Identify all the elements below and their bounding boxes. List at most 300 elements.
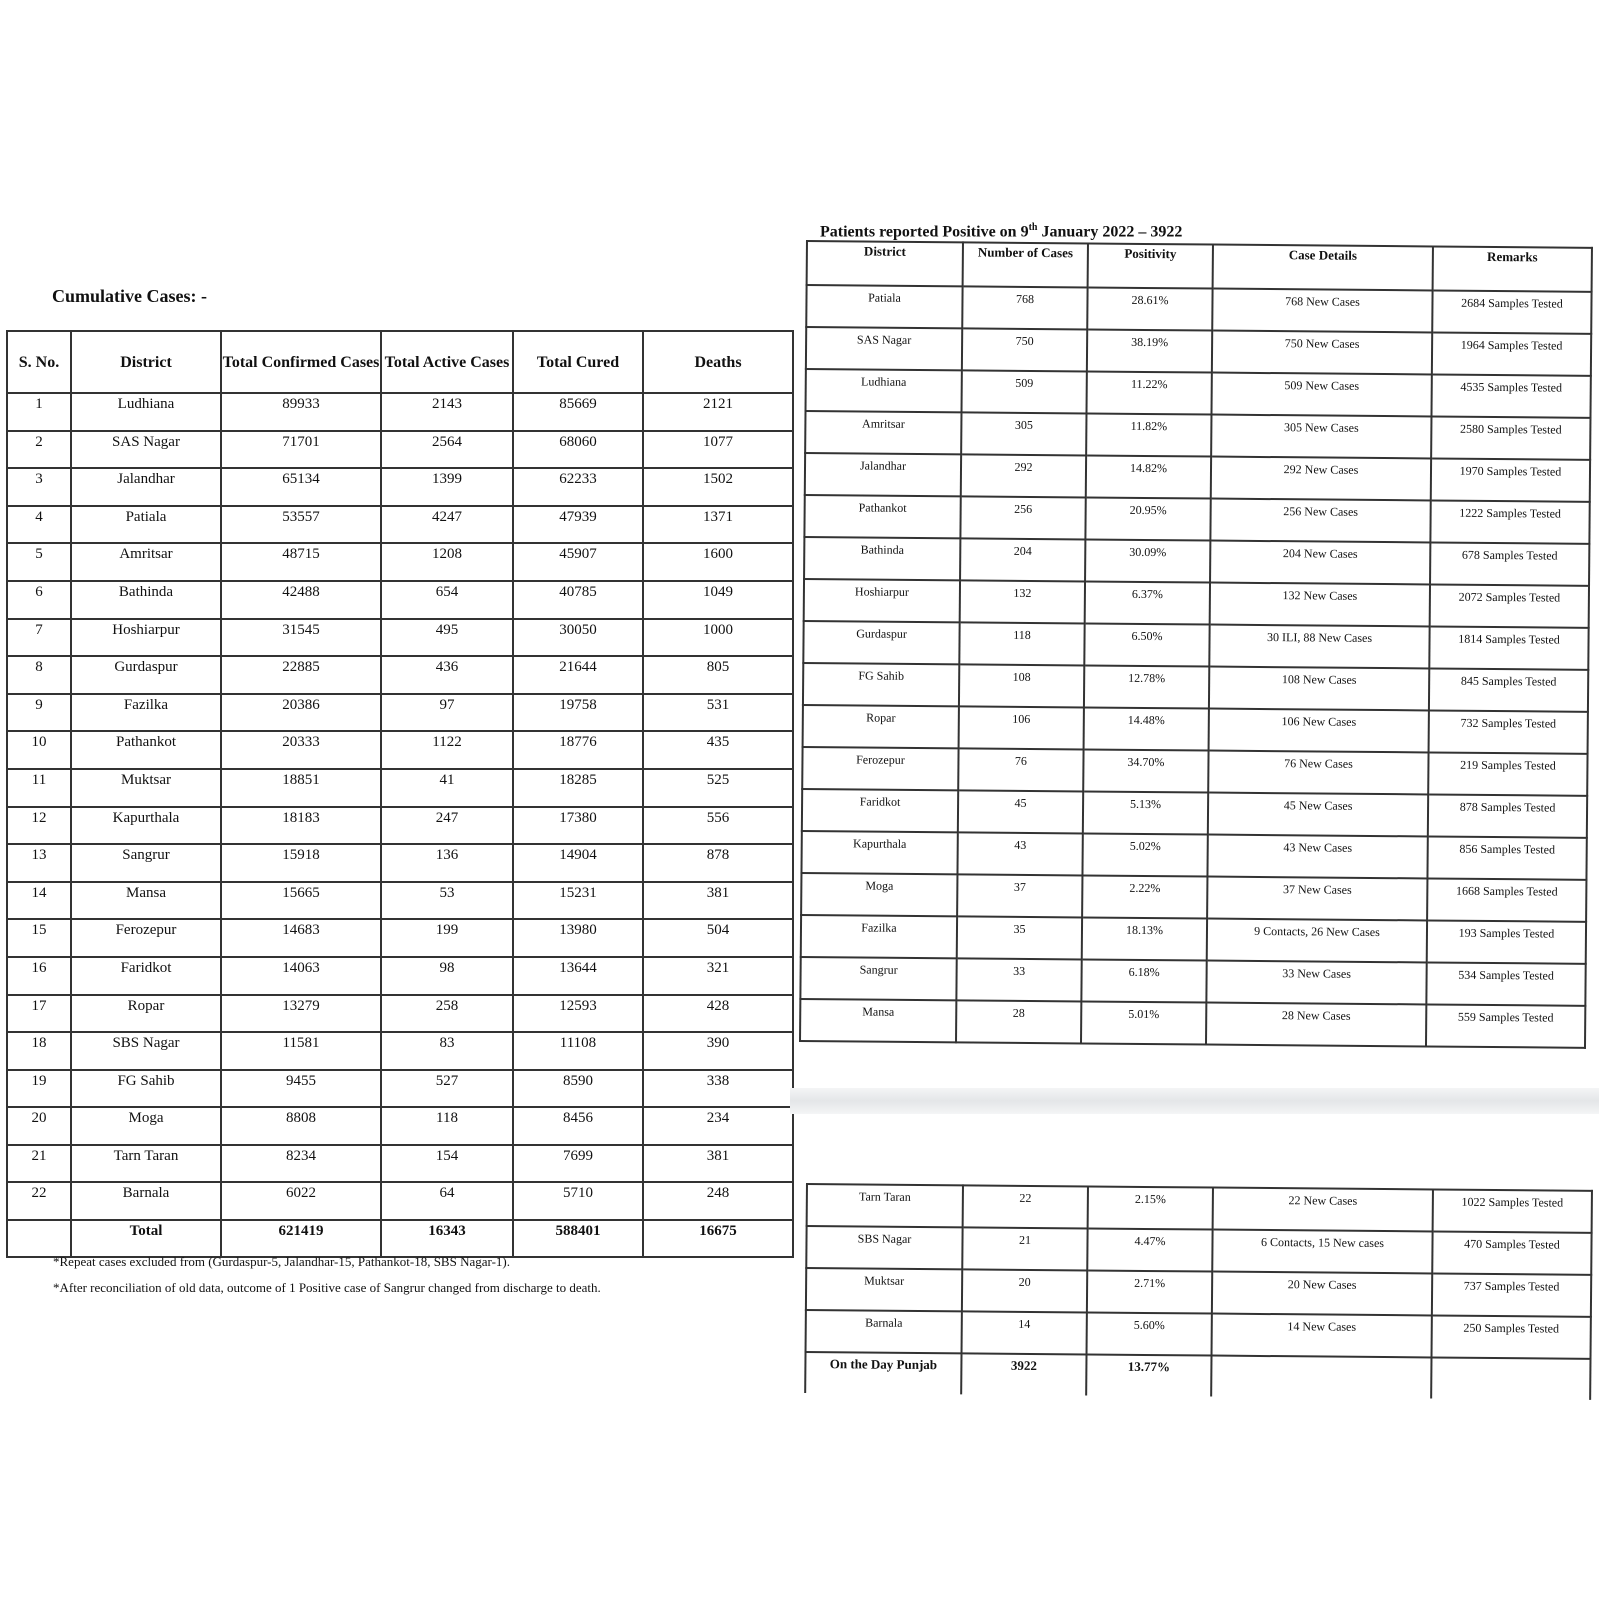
- table-cell: 53557: [221, 506, 381, 544]
- column-header: District: [807, 241, 963, 286]
- table-cell: 17: [7, 995, 71, 1033]
- table-cell: 1000: [643, 619, 793, 657]
- page-separator: [790, 1088, 1599, 1114]
- table-cell: 53: [381, 882, 513, 920]
- table-cell: 321: [643, 957, 793, 995]
- table-cell: 14 New Cases: [1212, 1314, 1432, 1358]
- table-row: [7, 393, 793, 431]
- table-cell: 20.95%: [1085, 497, 1210, 540]
- table-row: [806, 369, 1591, 418]
- table-cell: 9 Contacts, 26 New Cases: [1207, 919, 1427, 963]
- table-row: [805, 411, 1590, 460]
- table-cell: 22: [7, 1182, 71, 1220]
- daily-title: [820, 222, 1182, 241]
- table-cell: 2.15%: [1088, 1186, 1213, 1229]
- table-cell: 234: [643, 1107, 793, 1145]
- table-cell: 856 Samples Tested: [1427, 836, 1586, 879]
- table-row: [800, 999, 1585, 1048]
- table-cell: 338: [643, 1070, 793, 1108]
- table-row: [7, 882, 793, 920]
- column-header: District: [71, 331, 221, 393]
- table-cell: 750 New Cases: [1212, 331, 1432, 375]
- table-row: [7, 731, 793, 769]
- table-cell: 8234: [221, 1145, 381, 1183]
- table-cell: 22: [963, 1185, 1088, 1228]
- table-cell: 98: [381, 957, 513, 995]
- table-cell: 85669: [513, 393, 643, 431]
- table-cell: 2.22%: [1082, 875, 1207, 918]
- table-row: [7, 431, 793, 469]
- table-cell: 6.37%: [1085, 581, 1210, 624]
- table-cell: Barnala: [806, 1310, 962, 1353]
- table-cell: 22 New Cases: [1213, 1188, 1433, 1232]
- table-cell: 9: [7, 694, 71, 732]
- table-cell: 34.70%: [1083, 749, 1208, 792]
- table-cell: 2: [7, 431, 71, 469]
- table-cell: 136: [381, 844, 513, 882]
- total-cell: [1211, 1356, 1431, 1399]
- table-cell: 390: [643, 1032, 793, 1070]
- table-row: [7, 807, 793, 845]
- total-cell: 3922: [961, 1353, 1086, 1395]
- table-cell: 11108: [513, 1032, 643, 1070]
- table-cell: FG Sahib: [803, 663, 959, 706]
- table-cell: 678 Samples Tested: [1430, 542, 1589, 585]
- table-row: [7, 1182, 793, 1220]
- table-cell: 1208: [381, 543, 513, 581]
- table-cell: 1122: [381, 731, 513, 769]
- table-cell: 45 New Cases: [1208, 793, 1428, 837]
- column-header: Remarks: [1433, 246, 1592, 291]
- table-cell: 30 ILI, 88 New Cases: [1209, 625, 1429, 669]
- table-cell: 768 New Cases: [1212, 289, 1432, 333]
- table-row: [806, 1268, 1591, 1317]
- table-cell: 504: [643, 919, 793, 957]
- table-cell: 878 Samples Tested: [1428, 794, 1587, 837]
- column-header: Case Details: [1213, 245, 1433, 291]
- table-cell: 1371: [643, 506, 793, 544]
- table-cell: 204 New Cases: [1210, 541, 1430, 585]
- table-row: [800, 957, 1585, 1006]
- table-cell: 8808: [221, 1107, 381, 1145]
- table-cell: 13279: [221, 995, 381, 1033]
- table-cell: 527: [381, 1070, 513, 1108]
- daily-title-sup: th: [1028, 222, 1038, 233]
- table-cell: 30050: [513, 619, 643, 657]
- table-cell: 2.71%: [1087, 1270, 1212, 1313]
- table-cell: Ludhiana: [806, 369, 962, 412]
- table-row: [801, 915, 1586, 964]
- table-cell: Kapurthala: [71, 807, 221, 845]
- table-cell: 15231: [513, 882, 643, 920]
- table-cell: 1964 Samples Tested: [1432, 332, 1591, 375]
- table-row: [7, 506, 793, 544]
- table-cell: 13980: [513, 919, 643, 957]
- table-cell: Bathinda: [804, 537, 960, 580]
- table-row: [804, 537, 1589, 586]
- column-header: S. No.: [7, 331, 71, 393]
- table-cell: 559 Samples Tested: [1426, 1004, 1585, 1047]
- table-cell: Sangrur: [71, 844, 221, 882]
- table-cell: 768: [962, 286, 1087, 329]
- table-row: [7, 468, 793, 506]
- table-cell: 193 Samples Tested: [1427, 920, 1586, 963]
- total-row: [805, 1352, 1590, 1400]
- table-cell: 805: [643, 656, 793, 694]
- table-cell: 18776: [513, 731, 643, 769]
- daily-title-text: Patients reported Positive on 9: [820, 223, 1029, 241]
- table-cell: Gurdaspur: [71, 656, 221, 694]
- table-cell: Patiala: [806, 285, 962, 328]
- cumulative-title: Cumulative Cases: -: [52, 286, 207, 306]
- total-cell: 13.77%: [1086, 1354, 1211, 1396]
- table-cell: 2580 Samples Tested: [1431, 416, 1590, 459]
- total-cell: 588401: [513, 1220, 643, 1257]
- table-cell: 534 Samples Tested: [1426, 962, 1585, 1005]
- table-cell: 12.78%: [1084, 665, 1209, 708]
- table-cell: 12: [7, 807, 71, 845]
- table-cell: 76: [958, 748, 1083, 791]
- table-cell: 38.19%: [1087, 329, 1212, 372]
- table-cell: 4.47%: [1087, 1228, 1212, 1271]
- table-cell: 21: [7, 1145, 71, 1183]
- table-cell: 878: [643, 844, 793, 882]
- table-cell: 20333: [221, 731, 381, 769]
- total-cell: On the Day Punjab: [805, 1352, 961, 1394]
- table-cell: Amritsar: [71, 543, 221, 581]
- table-row: [802, 789, 1587, 838]
- table-cell: 737 Samples Tested: [1432, 1273, 1591, 1316]
- table-cell: 199: [381, 919, 513, 957]
- table-cell: 2143: [381, 393, 513, 431]
- table-cell: 2072 Samples Tested: [1430, 584, 1589, 627]
- table-cell: 62233: [513, 468, 643, 506]
- table-cell: 97: [381, 694, 513, 732]
- table-cell: Ropar: [71, 995, 221, 1033]
- table-row: [802, 747, 1587, 796]
- table-cell: 83: [381, 1032, 513, 1070]
- table-cell: 1222 Samples Tested: [1430, 500, 1589, 543]
- table-cell: 4247: [381, 506, 513, 544]
- total-cell: [1431, 1357, 1590, 1399]
- table-row: [7, 769, 793, 807]
- table-cell: 43 New Cases: [1207, 835, 1427, 879]
- table-cell: Fazilka: [71, 694, 221, 732]
- table-row: [805, 453, 1590, 502]
- table-cell: 256: [960, 496, 1085, 539]
- note-repeat-cases: *Repeat cases excluded from (Gurdaspur-5, Jalandhar-15, Pathankot-18, SBS Nagar-1).: [53, 1254, 510, 1269]
- table-cell: 11.22%: [1086, 371, 1211, 414]
- table-cell: 5.02%: [1082, 833, 1207, 876]
- table-cell: 14.48%: [1084, 707, 1209, 750]
- table-cell: 436: [381, 656, 513, 694]
- table-row: [804, 495, 1589, 544]
- table-cell: 108 New Cases: [1209, 667, 1429, 711]
- table-cell: Hoshiarpur: [71, 619, 221, 657]
- table-cell: 108: [959, 664, 1084, 707]
- table-cell: FG Sahib: [71, 1070, 221, 1108]
- table-cell: 428: [643, 995, 793, 1033]
- table-cell: Faridkot: [802, 789, 958, 832]
- table-cell: 654: [381, 581, 513, 619]
- table-row: [7, 694, 793, 732]
- table-cell: 37: [957, 874, 1082, 917]
- table-cell: Bathinda: [71, 581, 221, 619]
- table-cell: 20: [7, 1107, 71, 1145]
- table-row: [7, 581, 793, 619]
- table-row: [7, 844, 793, 882]
- table-cell: Barnala: [71, 1182, 221, 1220]
- table-row: [7, 1145, 793, 1183]
- table-cell: 65134: [221, 468, 381, 506]
- table-row: [803, 705, 1588, 754]
- table-cell: 509: [962, 370, 1087, 413]
- table-cell: 6.50%: [1084, 623, 1209, 666]
- table-cell: 2564: [381, 431, 513, 469]
- table-cell: Ludhiana: [71, 393, 221, 431]
- table-cell: 10: [7, 731, 71, 769]
- table-cell: 14904: [513, 844, 643, 882]
- table-cell: 154: [381, 1145, 513, 1183]
- table-cell: 1502: [643, 468, 793, 506]
- table-cell: Mansa: [71, 882, 221, 920]
- table-cell: 14: [7, 882, 71, 920]
- table-cell: 20 New Cases: [1212, 1272, 1432, 1316]
- table-cell: 7: [7, 619, 71, 657]
- column-header: Total Active Cases: [381, 331, 513, 393]
- table-cell: 2121: [643, 393, 793, 431]
- total-cell: 621419: [221, 1220, 381, 1257]
- table-row: [7, 619, 793, 657]
- table-cell: 525: [643, 769, 793, 807]
- table-cell: 106 New Cases: [1209, 709, 1429, 753]
- table-cell: 219 Samples Tested: [1428, 752, 1587, 795]
- table-cell: Jalandhar: [71, 468, 221, 506]
- table-row: [806, 285, 1591, 334]
- table-cell: 106: [959, 706, 1084, 749]
- column-header: Positivity: [1088, 243, 1213, 288]
- total-cell: 16675: [643, 1220, 793, 1257]
- table-cell: Tarn Taran: [807, 1184, 963, 1227]
- table-row: [7, 919, 793, 957]
- table-cell: 37 New Cases: [1207, 877, 1427, 921]
- table-cell: Muktsar: [806, 1268, 962, 1311]
- table-row: [803, 663, 1588, 712]
- table-cell: 16: [7, 957, 71, 995]
- table-cell: 292: [961, 454, 1086, 497]
- column-header: Number of Cases: [963, 242, 1088, 287]
- table-row: [7, 1107, 793, 1145]
- table-cell: 1814 Samples Tested: [1429, 626, 1588, 669]
- table-cell: Moga: [801, 873, 957, 916]
- table-cell: 30.09%: [1085, 539, 1210, 582]
- table-cell: 18285: [513, 769, 643, 807]
- table-cell: 247: [381, 807, 513, 845]
- table-cell: 6.18%: [1081, 959, 1206, 1002]
- table-cell: 5: [7, 543, 71, 581]
- table-row: [7, 543, 793, 581]
- table-cell: 305 New Cases: [1211, 415, 1431, 459]
- table-cell: 20386: [221, 694, 381, 732]
- table-cell: 256 New Cases: [1210, 499, 1430, 543]
- table-cell: SAS Nagar: [71, 431, 221, 469]
- table-row: [806, 1226, 1591, 1275]
- table-cell: 14.82%: [1086, 455, 1211, 498]
- table-cell: 41: [381, 769, 513, 807]
- table-cell: 20: [962, 1269, 1087, 1312]
- daily-table: [799, 240, 1593, 1049]
- table-cell: 22885: [221, 656, 381, 694]
- table-cell: 6022: [221, 1182, 381, 1220]
- table-row: [804, 579, 1589, 628]
- table-cell: 204: [960, 538, 1085, 581]
- table-cell: 132 New Cases: [1210, 583, 1430, 627]
- table-row: [7, 1032, 793, 1070]
- table-cell: Patiala: [71, 506, 221, 544]
- table-cell: 14683: [221, 919, 381, 957]
- table-row: [806, 327, 1591, 376]
- table-cell: 42488: [221, 581, 381, 619]
- table-cell: 8590: [513, 1070, 643, 1108]
- total-cell: [7, 1220, 71, 1257]
- table-cell: 89933: [221, 393, 381, 431]
- table-cell: 381: [643, 1145, 793, 1183]
- table-cell: 33 New Cases: [1206, 961, 1426, 1005]
- table-cell: 28.61%: [1087, 287, 1212, 330]
- column-header: Total Confirmed Cases: [221, 331, 381, 393]
- table-row: [7, 1070, 793, 1108]
- table-cell: 5710: [513, 1182, 643, 1220]
- table-cell: 305: [961, 412, 1086, 455]
- table-row: [7, 995, 793, 1033]
- table-cell: 8456: [513, 1107, 643, 1145]
- table-cell: 470 Samples Tested: [1432, 1231, 1591, 1274]
- table-cell: 40785: [513, 581, 643, 619]
- table-cell: 76 New Cases: [1208, 751, 1428, 795]
- table-row: [806, 1310, 1591, 1359]
- table-row: [801, 873, 1586, 922]
- table-cell: SAS Nagar: [806, 327, 962, 370]
- table-cell: 9455: [221, 1070, 381, 1108]
- table-cell: 3: [7, 468, 71, 506]
- total-cell: Total: [71, 1220, 221, 1257]
- table-cell: 248: [643, 1182, 793, 1220]
- table-cell: Tarn Taran: [71, 1145, 221, 1183]
- column-header: Total Cured: [513, 331, 643, 393]
- table-cell: Amritsar: [805, 411, 961, 454]
- table-cell: 6 Contacts, 15 New cases: [1212, 1230, 1432, 1274]
- table-cell: 12593: [513, 995, 643, 1033]
- table-cell: 4: [7, 506, 71, 544]
- table-row: [7, 656, 793, 694]
- table-cell: 33: [956, 958, 1081, 1001]
- table-cell: Jalandhar: [805, 453, 961, 496]
- table-cell: 7699: [513, 1145, 643, 1183]
- table-cell: 28 New Cases: [1206, 1003, 1426, 1047]
- daily-table-continued: [804, 1183, 1593, 1400]
- table-cell: SBS Nagar: [71, 1032, 221, 1070]
- table-cell: 118: [381, 1107, 513, 1145]
- table-cell: Kapurthala: [801, 831, 957, 874]
- table-cell: 15: [7, 919, 71, 957]
- table-cell: 15665: [221, 882, 381, 920]
- table-cell: 19758: [513, 694, 643, 732]
- table-cell: 435: [643, 731, 793, 769]
- table-cell: Fazilka: [801, 915, 957, 958]
- table-cell: Mansa: [800, 999, 956, 1042]
- table-cell: 1022 Samples Tested: [1433, 1189, 1592, 1232]
- table-cell: 4535 Samples Tested: [1431, 374, 1590, 417]
- table-cell: 381: [643, 882, 793, 920]
- table-cell: 18183: [221, 807, 381, 845]
- table-cell: 531: [643, 694, 793, 732]
- table-cell: 132: [960, 580, 1085, 623]
- table-cell: 43: [957, 832, 1082, 875]
- table-cell: Sangrur: [800, 957, 956, 1000]
- table-cell: 8: [7, 656, 71, 694]
- table-cell: 495: [381, 619, 513, 657]
- table-cell: 68060: [513, 431, 643, 469]
- note-reconciliation: *After reconciliation of old data, outcome of 1 Positive case of Sangrur changed from discharge to death.: [53, 1280, 601, 1295]
- table-cell: 1668 Samples Tested: [1427, 878, 1586, 921]
- table-cell: 5.13%: [1083, 791, 1208, 834]
- table-cell: 556: [643, 807, 793, 845]
- table-cell: 18851: [221, 769, 381, 807]
- table-cell: 19: [7, 1070, 71, 1108]
- table-cell: 13: [7, 844, 71, 882]
- table-cell: 118: [959, 622, 1084, 665]
- table-cell: 35: [957, 916, 1082, 959]
- table-cell: 45: [958, 790, 1083, 833]
- table-cell: 18: [7, 1032, 71, 1070]
- table-cell: 1: [7, 393, 71, 431]
- table-cell: 47939: [513, 506, 643, 544]
- table-row: [7, 957, 793, 995]
- table-cell: 45907: [513, 543, 643, 581]
- table-cell: 11581: [221, 1032, 381, 1070]
- table-cell: Gurdaspur: [803, 621, 959, 664]
- table-cell: 732 Samples Tested: [1429, 710, 1588, 753]
- table-cell: Hoshiarpur: [804, 579, 960, 622]
- table-cell: 14: [962, 1311, 1087, 1354]
- table-cell: SBS Nagar: [806, 1226, 962, 1269]
- table-cell: 64: [381, 1182, 513, 1220]
- table-cell: 509 New Cases: [1211, 373, 1431, 417]
- table-cell: Faridkot: [71, 957, 221, 995]
- total-row: [7, 1220, 793, 1257]
- table-cell: 17380: [513, 807, 643, 845]
- table-cell: 48715: [221, 543, 381, 581]
- table-cell: 1600: [643, 543, 793, 581]
- table-cell: Pathankot: [71, 731, 221, 769]
- table-cell: 5.60%: [1087, 1312, 1212, 1355]
- table-cell: Ropar: [803, 705, 959, 748]
- cumulative-table: [6, 330, 794, 1258]
- table-cell: 1399: [381, 468, 513, 506]
- table-cell: 1049: [643, 581, 793, 619]
- table-cell: Muktsar: [71, 769, 221, 807]
- table-row: [803, 621, 1588, 670]
- table-row: [807, 1184, 1592, 1233]
- table-cell: 14063: [221, 957, 381, 995]
- table-cell: Moga: [71, 1107, 221, 1145]
- table-cell: 6: [7, 581, 71, 619]
- table-cell: 13644: [513, 957, 643, 995]
- column-header: Deaths: [643, 331, 793, 393]
- table-cell: 15918: [221, 844, 381, 882]
- table-cell: 21644: [513, 656, 643, 694]
- table-cell: 750: [962, 328, 1087, 371]
